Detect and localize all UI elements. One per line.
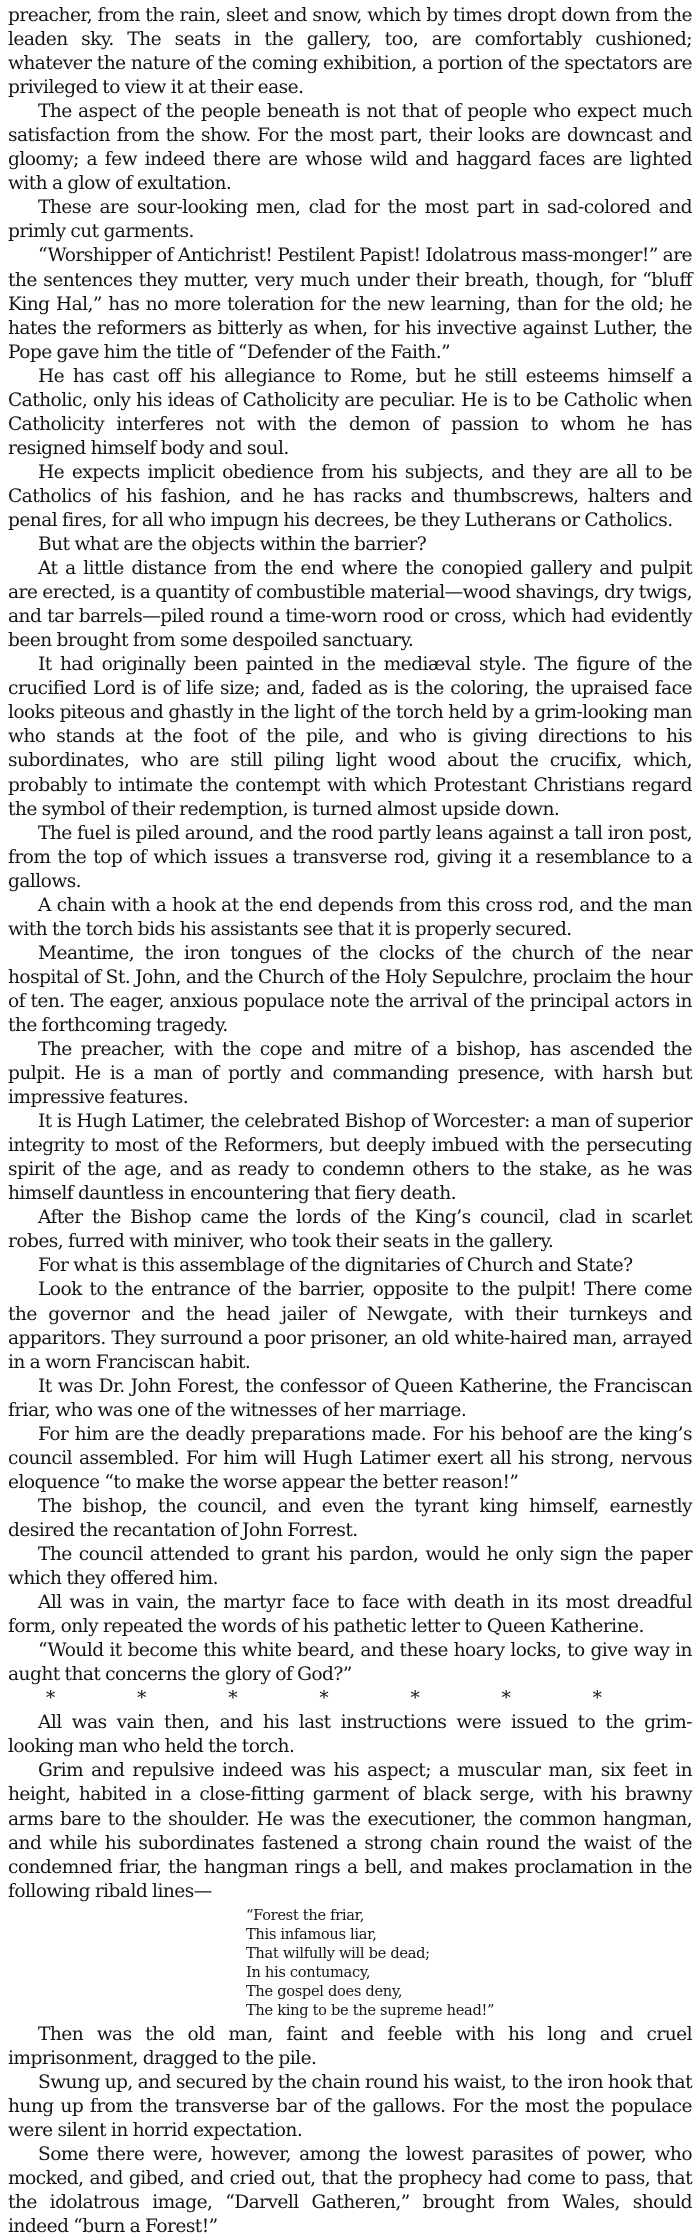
paragraph: It is Hugh Latimer, the celebrated Bishop of Worcester: a man of superior integrity to most of the Reformers, but deeply imbued with the persecuting spirit of the age, and as ready to condemn others to the stake, as he was himself dauntless in encountering that fiery death. (8, 1111, 692, 1205)
paragraph: Meantime, the iron tongues of the clocks of the church of the near hospital of St. John, and the Church of the Holy Sepulchre, proclaim the hour of ten. The eager, anxious populace note the arrival of the principal actors in the forthcoming tragedy. (8, 942, 692, 1036)
verse-line: The gospel does deny, (246, 1982, 403, 2000)
verse-line: That wilfully will be dead; (246, 1944, 430, 1962)
paragraph: All was in vain, the martyr face to face with death in its most dreadful form, only repeated the words of his pathetic letter to Queen Katherine. (8, 1592, 692, 1638)
paragraph: Some there were, however, among the lowest parasites of power, who mocked, and gibed, and cried out, that the prophecy had come to pass, that the idolatrous image, “Darvell Gatheren,” brought from Wales, should indeed “burn a Forest!” (8, 2143, 692, 2238)
verse-line: In his contumacy, (246, 1963, 371, 1981)
verse-line: This infamous liar, (246, 1925, 377, 1943)
paragraph: Swung up, and secured by the chain round his waist, to the iron hook that hung up from the transverse bar of the gallows. For the most the populace were silent in horrid expectation. (8, 2071, 692, 2141)
paragraph: After the Bishop came the lords of the King’s council, clad in scarlet robes, furred with miniver, who took their seats in the gallery. (8, 1207, 692, 1253)
separator-star: * (501, 1688, 511, 1710)
separator-star: * (137, 1688, 147, 1710)
paragraph: The preacher, with the cope and mitre of a bishop, has ascended the pulpit. He is a man of portly and commanding presence, with harsh but impressive features. (8, 1039, 692, 1109)
separator-star: * (410, 1688, 420, 1710)
paragraph: But what are the objects within the barrier? (38, 534, 427, 556)
paragraph: For him are the deadly preparations made. For his behoof are the king’s council assembled. For him will Hugh Latimer exert all his strong, nervous eloquence “to make the worse appear the better reason!” (8, 1423, 692, 1493)
section-separator (8, 1687, 692, 1711)
separator-star: * (592, 1688, 602, 1710)
paragraph: All was vain then, and his last instructions were issued to the grim-looking man who held the torch. (8, 1712, 692, 1758)
paragraph: Look to the entrance of the barrier, opposite to the pulpit! There come the governor and the head jailer of Newgate, with their turnkeys and apparitors. They surround a poor prisoner, an old white-haired man, arrayed in a worn Franciscan habit. (8, 1279, 692, 1373)
paragraph: The aspect of the people beneath is not that of people who expect much satisfaction from the show. For the most part, their looks are downcast and gloomy; a few indeed there are whose wild and haggard faces are lighted with a glow of exultation. (8, 101, 692, 195)
paragraph: The bishop, the council, and even the tyrant king himself, earnestly desired the recantation of John Forrest. (8, 1495, 692, 1541)
paragraph: “Would it become this white beard, and these hoary locks, to give way in aught that concerns the glory of God?” (8, 1640, 692, 1686)
paragraph: Grim and repulsive indeed was his aspect; a muscular man, six feet in height, habited in a close-fitting garment of black serge, with his brawny arms bare to the shoulder. He was the executioner, the common hangman, and while his subordinates fastened a strong chain round the waist of the condemned friar, the hangman rings a bell, and makes proclamation in the following ribald lines— (8, 1760, 692, 1902)
paragraph: At a little distance from the end where the conopied gallery and pulpit are erected, is a quantity of combustible material—wood shavings, dry twigs, and tar barrels—piled round a time-worn rood or cross, which had evidently been brought from some despoiled sanctuary. (8, 558, 692, 652)
verse-line: The king to be the supreme head!” (246, 2001, 495, 2019)
paragraph: A chain with a hook at the end depends from this cross rod, and the man with the torch bids his assistants see that it is properly secured. (8, 894, 692, 940)
paragraph: He expects implicit obedience from his subjects, and they are all to be Catholics of his fashion, and he has racks and thumbscrews, halters and penal fires, for all who impugn his decrees, be they Lutherans or Catholics. (8, 461, 692, 531)
separator-star: * (46, 1688, 56, 1710)
paragraph: These are sour-looking men, clad for the most part in sad-colored and primly cut garments. (8, 197, 692, 243)
paragraph: For what is this assemblage of the dignitaries of Church and State? (38, 1255, 633, 1277)
separator-star: * (228, 1688, 238, 1710)
paragraph: “Worshipper of Antichrist! Pestilent Papist! Idolatrous mass-monger!” are the sentences they mutter, very much under their breath, though, for “bluff King Hal,” has no more toleration for the new learning, than for the old; he hates the reformers as bitterly as when, for his invective against Luther, the Pope gave him the title of “Defender of the Faith.” (8, 245, 692, 363)
paragraph: The council attended to grant his pardon, would he only sign the paper which they offered him. (8, 1544, 692, 1590)
paragraph: The fuel is piled around, and the rood partly leans against a tall iron post, from the top of which issues a transverse rod, giving it a resemblance to a gallows. (8, 822, 692, 892)
paragraph: He has cast off his allegiance to Rome, but he still esteems himself a Catholic, only his ideas of Catholicity are peculiar. He is to be Catholic when Catholicity interferes not with the demon of passion to whom he has resigned himself body and soul. (8, 365, 692, 459)
verse-line: “Forest the friar, (246, 1906, 365, 1924)
separator-star: * (319, 1688, 329, 1710)
ribald-verse (246, 1906, 692, 2020)
paragraph: It was Dr. John Forest, the confessor of Queen Katherine, the Franciscan friar, who was one of the witnesses of her marriage. (8, 1375, 692, 1421)
paragraph: It had originally been painted in the mediæval style. The figure of the crucified Lord is of life size; and, faded as is the coloring, the upraised face looks piteous and ghastly in the light of the torch held by a grim-looking man who stands at the foot of the pile, and who is giving directions to his subordinates, who are still piling light wood about the crucifix, which, probably to intimate the contempt with which Protestant Christians regard the symbol of their redemption, is turned almost upside down. (8, 654, 692, 820)
paragraph: Then was the old man, faint and feeble with his long and cruel imprisonment, dragged to the pile. (8, 2023, 692, 2069)
paragraph: preacher, from the rain, sleet and snow, which by times dropt down from the leaden sky. The seats in the gallery, too, are comfortably cushioned; whatever the nature of the coming exhibition, a portion of the spectators are privileged to view it at their ease. (8, 5, 692, 99)
